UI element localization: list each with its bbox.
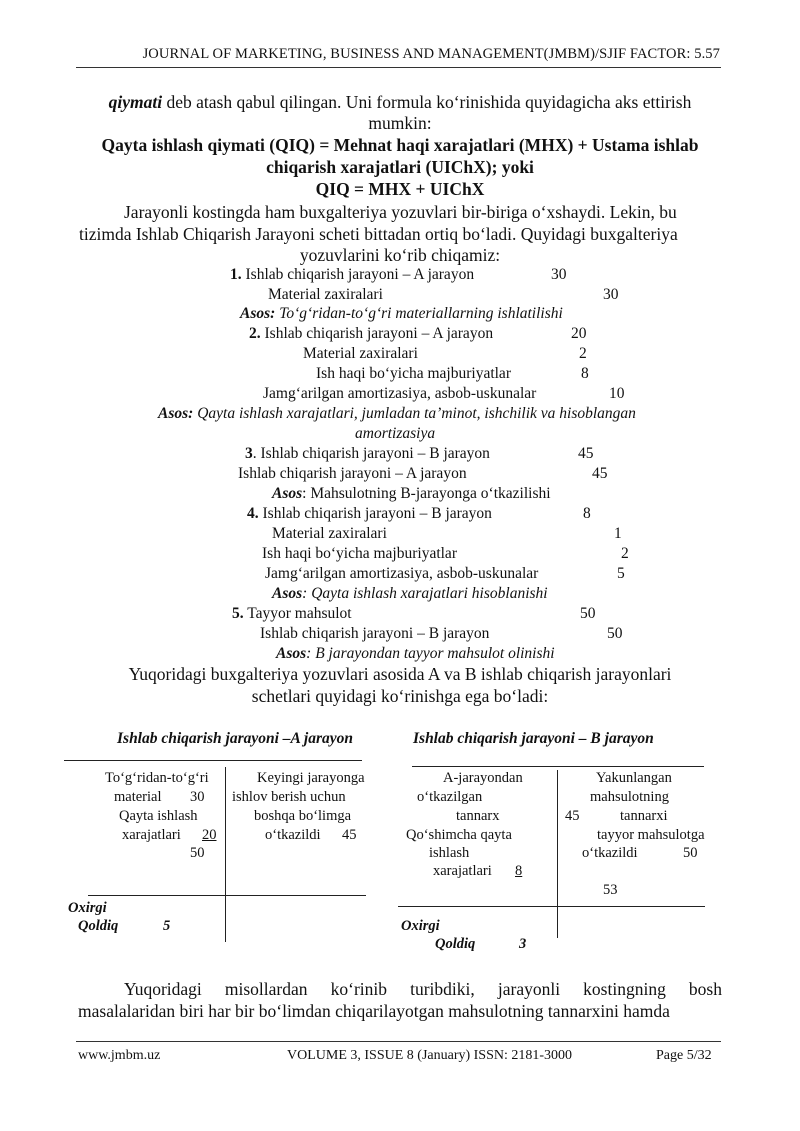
entry-1-basis-label: Asos: <box>240 305 276 322</box>
taccount-a-credit-2: ishlov berish uchun <box>232 789 346 805</box>
entry-2-debit <box>249 325 493 343</box>
entry-4-debit <box>247 505 492 523</box>
entry-4-credit-1-amount: 1 <box>614 525 622 542</box>
entry-1-basis <box>240 305 563 323</box>
entry-5-credit-1-amount: 50 <box>607 625 623 642</box>
entry-4-credit-2: Ish haqi bo‘yicha majburiyatlar <box>262 545 457 562</box>
intro-italic-term: qiymati <box>108 92 163 112</box>
journal-header: JOURNAL OF MARKETING, BUSINESS AND MANAGEMENT(JMBM)/SJIF FACTOR: 5.57 <box>142 46 720 62</box>
taccount-b-credit-1: Yakunlangan <box>596 770 672 786</box>
taccount-a-end-label-2: Qoldiq <box>78 918 119 934</box>
entry-1-debit-text: Ishlab chiqarish jarayoni – A jarayon <box>241 266 475 283</box>
taccount-b-credit-4: tayyor mahsulotga <box>597 827 705 843</box>
entry-4-basis <box>272 585 548 603</box>
intro-line-2: mumkin: <box>368 113 432 133</box>
taccount-a-top-rule <box>64 760 362 761</box>
formula-line-1: Qayta ishlash qiymati (QIQ) = Mehnat haqi xarajatlari (MHX) + Ustama ishlab <box>101 135 699 155</box>
entry-1-credit-1-amount: 30 <box>603 286 619 303</box>
entry-2-credit-1: Material zaxiralari <box>303 345 418 362</box>
taccount-a-end-label-1: Oxirgi <box>68 900 107 916</box>
formula-line-2: chiqarish xarajatlari (UIChX); yoki <box>266 157 534 177</box>
para-line-2: tizimda Ishlab Chiqarish Jarayoni scheti bittadan ortiq bo‘ladi. Quyidagi buxgalteriya <box>79 224 678 244</box>
entry-5-basis <box>276 645 555 663</box>
taccount-b-credit-5: o‘tkazildi <box>582 845 638 861</box>
entry-4-credit-3-amount: 5 <box>617 565 625 582</box>
para-line-3: yozuvlarini ko‘rib chiqamiz: <box>299 245 501 265</box>
entry-3-basis <box>272 485 551 503</box>
summary-line-1: Yuqoridagi buxgalteriya yozuvlari asosida A va B ishlab chiqarish jarayonlari <box>128 664 672 684</box>
entry-2-number: 2. <box>249 325 261 342</box>
taccount-b-debit-2: o‘tkazilgan <box>417 789 483 805</box>
taccount-a-end-amount: 5 <box>163 918 171 934</box>
entry-5-basis-label: Asos <box>276 645 307 662</box>
taccount-a-debit-1: To‘g‘ridan-to‘g‘ri <box>105 770 209 786</box>
taccount-b-debit-4: Qo‘shimcha qayta <box>406 827 512 843</box>
footer-rule <box>76 1041 721 1042</box>
taccount-b-debit-6-amount: 8 <box>515 863 523 879</box>
para-line-1: Jarayonli kostingda ham buxgalteriya yozuvlari bir-biriga o‘xshaydi. Lekin, bu <box>124 202 677 222</box>
entry-4-number: 4. <box>247 505 259 522</box>
entry-5-debit-amount: 50 <box>580 605 596 622</box>
entry-5-credit-1: Ishlab chiqarish jarayoni – B jarayon <box>260 625 490 642</box>
taccount-b-title: Ishlab chiqarish jarayoni – B jarayon <box>413 730 654 747</box>
entry-3-debit-amount: 45 <box>578 445 594 462</box>
entry-3-credit-1-amount: 45 <box>592 465 608 482</box>
closing-line-1: Yuqoridagi misollardan ko‘rinib turibdiki, jarayonli kostingning bosh <box>124 979 722 999</box>
entry-3-credit-1: Ishlab chiqarish jarayoni – A jarayon <box>238 465 467 482</box>
entry-3-number: 3 <box>245 445 253 462</box>
entry-2-credit-3: Jamg‘arilgan amortizasiya, asbob-uskunalar <box>263 385 537 402</box>
entry-2-credit-2-amount: 8 <box>581 365 589 382</box>
entry-4-basis-label: Asos <box>272 585 303 602</box>
entry-4-debit-amount: 8 <box>583 505 591 522</box>
entry-3-basis-label: Asos <box>272 485 303 502</box>
taccount-b-bottom-rule <box>398 906 705 907</box>
taccount-a-credit-4-amount: 45 <box>342 827 357 843</box>
entry-4-credit-3: Jamg‘arilgan amortizasiya, asbob-uskunalar <box>265 565 539 582</box>
entry-2-basis-text: Qayta ishlash xarajatlari, jumladan ta’minot, ishchilik va hisoblangan <box>193 405 636 422</box>
taccount-b-credit-3: tannarxi <box>620 808 668 824</box>
formula-line-3: QIQ = MHX + UIChX <box>315 179 485 199</box>
taccount-a-debit-2: material <box>114 789 162 805</box>
taccount-a-debit-3: Qayta ishlash <box>119 808 198 824</box>
footer-site: www.jmbm.uz <box>78 1048 161 1063</box>
closing-line-2: masalalaridan biri har bir bo‘limdan chiqarilayotgan mahsulotning tannarxini hamda <box>78 1001 670 1021</box>
taccount-b-divider <box>557 770 558 938</box>
entry-1-basis-text: To‘g‘ridan-to‘g‘ri materiallarning ishlatilishi <box>275 305 563 322</box>
entry-3-debit-text: . Ishlab chiqarish jarayoni – B jarayon <box>252 445 490 462</box>
taccount-a-title: Ishlab chiqarish jarayoni –A jarayon <box>117 730 354 747</box>
entry-4-credit-2-amount: 2 <box>621 545 629 562</box>
entry-5-basis-text: : B jarayondan tayyor mahsulot olinishi <box>306 645 555 662</box>
taccount-b-debit-5: ishlash <box>429 845 470 861</box>
entry-2-credit-2: Ish haqi bo‘yicha majburiyatlar <box>316 365 511 382</box>
taccount-b-credit-5-amount: 50 <box>683 845 698 861</box>
taccount-b-debit-3: tannarx <box>456 808 500 824</box>
entry-1-debit <box>230 266 474 284</box>
taccount-b-debit-total: 53 <box>603 882 618 898</box>
taccount-b-top-rule <box>412 766 704 767</box>
taccount-b-credit-2: mahsulotning <box>590 789 669 805</box>
entry-2-debit-text: Ishlab chiqarish jarayoni – A jarayon <box>260 325 494 342</box>
taccount-a-debit-2-amount: 30 <box>190 789 205 805</box>
taccount-a-credit-1: Keyingi jarayonga <box>257 770 365 786</box>
entry-2-credit-1-amount: 2 <box>579 345 587 362</box>
entry-3-basis-text: : Mahsulotning B-jarayonga o‘tkazilishi <box>302 485 551 502</box>
entry-2-credit-3-amount: 10 <box>609 385 625 402</box>
entry-5-number: 5. <box>232 605 244 622</box>
taccount-b-end-label-1: Oxirgi <box>401 918 440 934</box>
entry-5-debit <box>232 605 352 623</box>
taccount-a-bottom-rule <box>88 895 366 896</box>
entry-1-credit-1: Material zaxiralari <box>268 286 383 303</box>
taccount-b-end-amount: 3 <box>519 936 527 952</box>
entry-3-debit <box>245 445 490 463</box>
entry-2-debit-amount: 20 <box>571 325 587 342</box>
entry-4-basis-text: : Qayta ishlash xarajatlari hisoblanishi <box>302 585 548 602</box>
intro-line-1-text: deb atash qabul qilingan. Uni formula ko‘rinishida quyidagicha aks ettirish <box>162 92 692 112</box>
entry-2-basis-label: Asos: <box>158 405 194 422</box>
entry-2-basis-cont: amortizasiya <box>355 425 436 442</box>
entry-1-number: 1. <box>230 266 242 283</box>
entry-4-debit-text: Ishlab chiqarish jarayoni – B jarayon <box>258 505 492 522</box>
taccount-a-debit-4-amount: 20 <box>202 827 217 843</box>
taccount-b-end-label-2: Qoldiq <box>435 936 476 952</box>
taccount-b-debit-3-amount: 45 <box>565 808 580 824</box>
taccount-a-credit-3: boshqa bo‘limga <box>254 808 352 824</box>
entry-2-basis <box>158 405 636 423</box>
footer-volume: VOLUME 3, ISSUE 8 (January) ISSN: 2181-3000 <box>287 1048 573 1063</box>
taccount-b-debit-6: xarajatlari <box>433 863 492 879</box>
summary-line-2: schetlari quyidagi ko‘rinishga ega bo‘ladi: <box>251 686 549 706</box>
entry-5-debit-text: Tayyor mahsulot <box>243 605 352 622</box>
taccount-a-debit-4: xarajatlari <box>122 827 181 843</box>
footer-page: Page 5/32 <box>656 1048 712 1063</box>
taccount-a-debit-total: 50 <box>190 845 205 861</box>
taccount-a-credit-4: o‘tkazildi <box>265 827 321 843</box>
header-rule <box>76 67 721 68</box>
taccount-b-debit-1: A-jarayondan <box>443 770 523 786</box>
intro-line-1 <box>60 92 740 113</box>
entry-4-credit-1: Material zaxiralari <box>272 525 387 542</box>
entry-1-debit-amount: 30 <box>551 266 567 283</box>
taccount-a-divider <box>225 767 226 942</box>
